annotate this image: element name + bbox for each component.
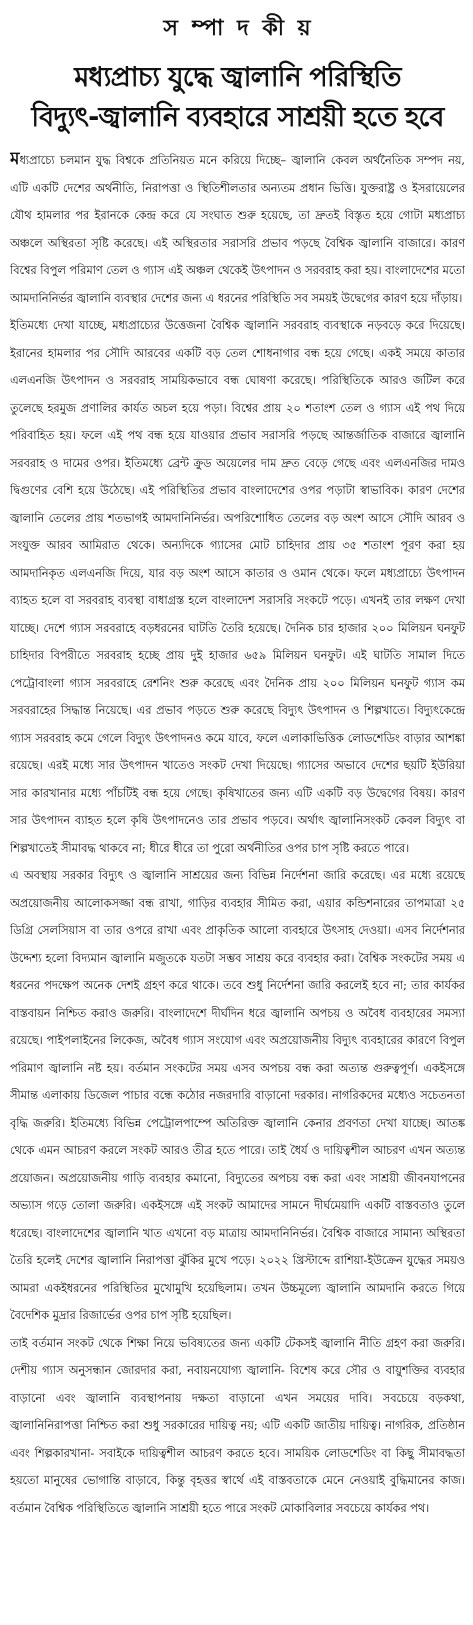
headline-line-2: বিদ্যুৎ-জ্বালানি ব্যবহারে সাশ্রয়ী হতে হবে: [31, 102, 444, 133]
paragraph-1: [10, 146, 465, 312]
paragraph-3: এ অবস্থায় সরকার বিদ্যুৎ ও জ্বালানি সাশ্রয়ের জন্য বিভিন্ন নির্দেশনা জারি করেছে। এর মধ্যে রয়েছে অপ্রয়োজনীয় আলোকসজ্জা বন্ধ রাখা, গাড়ির ব্যবহার সীমিত করা, এয়ার কন্ডিশনারের তাপমাত্রা ২৫ ডিগ্রি সেলসিয়াস বা তার ওপরে রাখা এবং প্রাকৃতিক আলো ব্যবহারে উৎসাহ দেওয়া। এসব নির্দেশনার উদ্দেশ্য হলো বিদ্যমান জ্বালানি মজুতকে যতটা সম্ভব সাশ্রয় করে ব্যবহার করা। বৈশ্বিক সংকটের সময় এ ধরনের পদক্ষেপ অনেক দেশই গ্রহণ করে থাকে। তবে শুধু নির্দেশনা জারি করলেই হবে না; তার কার্যকর বাস্তবায়ন নিশ্চিত করাও জরুরি। বাংলাদেশে দীর্ঘদিন ধরে জ্বালানি অপচয় ও অবৈধ ব্যবহারের সমস্যা রয়েছে। পাইপলাইনের লিকেজ, অবৈধ গ্যাস সংযোগ এবং অপ্রয়োজনীয় বিদ্যুৎ ব্যবহারের কারণে বিপুল পরিমাণ জ্বালানি নষ্ট হয়। বর্তমান সংকটের সময় এসব অপচয় বন্ধ করা অত্যন্ত গুরুত্বপূর্ণ। একইসঙ্গে সীমান্ত এলাকায় ডিজেল পাচার বন্ধে কঠোর নজরদারি বাড়ানো দরকার। নাগরিকদের মধ্যেও সচেতনতা বৃদ্ধি জরুরি। ইতিমধ্যে বিভিন্ন পেট্রোলপাম্পে অতিরিক্ত জ্বালানি কেনার প্রবণতা দেখা যাচ্ছে। আতঙ্ক থেকে এমন আচরণ করলে সংকট আরও তীব্র হতে পারে। তাই ধৈর্য ও দায়িত্বশীল আচরণ এখন অত্যন্ত প্রয়োজন। অপ্রয়োজনীয় গাড়ি ব্যবহার কমানো, বিদ্যুতের অপচয় বন্ধ করা এবং সাশ্রয়ী জীবনযাপনের অভ্যাস গড়ে তোলা জরুরি। একইসঙ্গে এই সংকট আমাদের সামনে দীর্ঘমেয়াদি একটি বাস্তবতাও তুলে ধরেছে। বাংলাদেশের জ্বালানি খাত এখনো বড় মাত্রায় আমদানিনির্ভর। বৈশ্বিক বাজারে সামান্য অস্থিরতা তৈরি হলেই দেশের জ্বালানি নিরাপত্তা ঝুঁকির মুখে পড়ে। ২০২২ খ্রিস্টাব্দে রাশিয়া-ইউক্রেন যুদ্ধের সময়ও আমরা একইধরনের পরিস্থিতির মুখোমুখি হয়েছিলাম। তখন উচ্চমূল্যে জ্বালানি আমদানি করতে গিয়ে বৈদেশিক মুদ্রার রিজার্ভের ওপর চাপ সৃষ্টি হয়েছিল।: [10, 869, 465, 1322]
article-body: [10, 146, 465, 1616]
paragraph-2: ইতিমধ্যে দেখা যাচ্ছে, মধ্যপ্রাচ্যের উত্তেজনা বৈশ্বিক জ্বালানি সরবরাহ ব্যবস্থাকে নড়বড়ে করে দিয়েছে। ইরানের হামলার পর সৌদি আরবের একটি বড় তেল শোধনাগার বন্ধ হয়ে গেছে। একই সময়ে কাতার এলএনজি উৎপাদন ও সরবরাহ সাময়িকভাবে বন্ধ ঘোষণা করেছে। পরিস্থিতিকে আরও জটিল করে তুলেছে হরমুজ প্রণালির কার্যত অচল হয়ে পড়া। বিশ্বের প্রায় ২০ শতাংশ তেল ও গ্যাস এই পথ দিয়ে পরিবাহিত হয়। ফলে এই পথ বন্ধ হয়ে যাওয়ার প্রভাব সরাসরি পড়ছে আন্তর্জাতিক বাজারে জ্বালানি সরবরাহ ও দামের ওপর। ইতিমধ্যে ব্রেন্ট ক্রুড অয়েলের দাম দ্রুত বেড়ে গেছে এবং এলএনজির দামও দ্বিগুণের বেশি হয়ে উঠেছে। এই পরিস্থিতির প্রভাব বাংলাদেশের ওপর পড়াটা স্বাভাবিক। কারণ দেশের জ্বালানি তেলের প্রায় শতভাগই আমদানিনির্ভর। অপরিশোধিত তেলের বড় অংশ আসে সৌদি আরব ও সংযুক্ত আরব আমিরাত থেকে। অন্যদিকে গ্যাসের মোট চাহিদার প্রায় ৩৫ শতাংশ পূরণ করা হয় আমদানিকৃত এলএনজি দিয়ে, যার বড় অংশ আসে কাতার ও ওমান থেকে। ফলে মধ্যপ্রাচ্যে উৎপাদন ব্যাহত হলে বা সরবরাহ ব্যবস্থা বাধাগ্রস্ত হলে বাংলাদেশ সরাসরি সংকটে পড়ে। এখনই তার লক্ষণ দেখা যাচ্ছে। দেশে গ্যাস সরবরাহে বড়ধরনের ঘাটতি তৈরি হয়েছে। দৈনিক চার হাজার ২০০ মিলিয়ন ঘনফুট চাহিদার বিপরীতে সরবরাহ হচ্ছে প্রায় দুই হাজার ৬৫৯ মিলিয়ন ঘনফুট। এই ঘাটতি সামাল দিতে পেট্রোবাংলা গ্যাস সরবরাহে রেশনিং শুরু করেছে এবং দৈনিক প্রায় ২০০ মিলিয়ন ঘনফুট গ্যাস কম সরবরাহের সিদ্ধান্ত নিয়েছে। এর প্রভাব পড়তে শুরু করেছে বিদ্যুৎ উৎপাদন ও শিল্পখাতে। বিদ্যুৎকেন্দ্রে গ্যাস সরবরাহ কমে গেলে বিদ্যুৎ উৎপাদনও কমে যাবে, ফলে এলাকাভিত্তিক লোডশেডিং বাড়ার আশঙ্কা রয়েছে। এরই মধ্যে সার উৎপাদন খাতেও সংকট দেখা দিয়েছে। গ্যাসের অভাবে দেশের ছয়টি ইউরিয়া সার কারখানার মধ্যে পাঁচটিই বন্ধ হয়ে গেছে। কৃষিখাতের জন্য এটি একটি বড় উদ্বেগের বিষয়। কারণ সার উৎপাদন ব্যাহত হলে কৃষি উৎপাদনেও তার প্রভাব পড়বে। অর্থাৎ জ্বালানিসংকট কেবল বিদ্যুৎ বা শিল্পখাতেই সীমাবদ্ধ থাকবে না; ধীরে ধীরে তা পুরো অর্থনীতির ওপর চাপ সৃষ্টি করতে পারে।: [10, 319, 465, 855]
headline-line-1: মধ্যপ্রাচ্য যুদ্ধে জ্বালানি পরিস্থিতি: [74, 62, 401, 93]
paragraph-1-text: ধ্যপ্রাচ্যে চলমান যুদ্ধ বিশ্বকে প্রতিনিয়ত মনে করিয়ে দিচ্ছে– জ্বালানি কেবল অর্থনৈতিক সম্পদ নয়, এটি একটি দেশের অর্থনীতি, নিরাপত্তা ও স্থিতিশীলতার অন্যতম প্রধান ভিত্তি। যুক্তরাষ্ট্র ও ইসরায়েলের যৌথ হামলার পর ইরানকে কেন্দ্র করে যে সংঘাত শুরু হয়েছে, তা দ্রুতই বিস্তৃত হয়ে গোটা মধ্যপ্রাচ্য অঞ্চলে অস্থিরতা সৃষ্টি করেছে। এই অস্থিরতার সরাসরি প্রভাব পড়ছে বৈশ্বিক জ্বালানি বাজারে। কারণ বিশ্বের বিপুল পরিমাণ তেল ও গ্যাস এই অঞ্চল থেকেই উৎপাদন ও সরবরাহ করা হয়। বাংলাদেশের মতো আমদানিনির্ভর জ্বালানি ব্যবস্থার দেশের জন্য এ ধরনের পরিস্থিতি সব সময়ই উদ্বেগের কারণ হয়ে দাঁড়ায়।: [10, 154, 465, 305]
section-label: স ম্পা দ কী য়: [163, 16, 312, 41]
drop-cap: ম: [10, 149, 20, 169]
paragraph-4: তাই বর্তমান সংকট থেকে শিক্ষা নিয়ে ভবিষ্যতের জন্য একটি টেকসই জ্বালানি নীতি গ্রহণ করা জরুরি। দেশীয় গ্যাস অনুসন্ধান জোরদার করা, নবায়নযোগ্য জ্বালানি- বিশেষ করে সৌর ও বায়ুশক্তির ব্যবহার বাড়ানো এবং জ্বালানি ব্যবস্থাপনায় দক্ষতা বাড়ানো এখন সময়ের দাবি। সবচেয়ে বড়কথা, জ্বালানিনিরাপত্তা নিশ্চিত করা শুধু সরকারের দায়িত্ব নয়; এটি একটি জাতীয় দায়িত্ব। নাগরিক, প্রতিষ্ঠান এবং শিল্পকারখানা- সবাইকে দায়িত্বশীল আচরণ করতে হবে। সাময়িক লোডশেডিং বা কিছু সীমাবদ্ধতা হয়তো মানুষের ভোগান্তি বাড়াবে, কিন্তু বৃহত্তর স্বার্থে এই বাস্তবতাকে মেনে নেওয়াই বুদ্ধিমানের কাজ। বর্তমান বৈশ্বিক পরিস্থিতিতে জ্বালানি সাশ্রয়ী হতে পারে সংকট মোকাবিলার সবচেয়ে কার্যকর পথ।: [10, 1336, 465, 1515]
